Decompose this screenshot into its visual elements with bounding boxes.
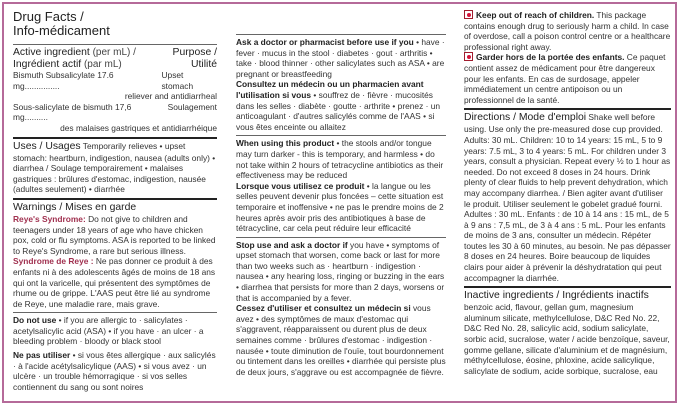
ingredient-fr-purpose: des malaises gastriques et antidiarrhéique — [60, 122, 217, 133]
divider — [13, 312, 217, 313]
ne-pas-utiliser-label: Ne pas utiliser — [13, 350, 71, 361]
divider — [13, 198, 217, 200]
uses-text: Temporarily relieves • upset stomach: heartburn, indigestion, nausea (adults only) • diarrhea / Soulage temporairement • malaises gastriques : brûlures d'estomac, indigestion, nausée (adultes seulement) • diarrhée — [13, 140, 216, 195]
keep-out-label-en: Keep out of reach of children. — [476, 10, 595, 20]
warning-dot-icon — [464, 52, 473, 61]
warning-dot-icon — [464, 10, 473, 19]
keep-out-text-en: This package contains enough drug to seriously harm a child. In case of overdose, call a poison control centre or a healthcare professional right away. — [464, 10, 671, 52]
active-ingredient-header-en: Active ingredient (per mL) / — [13, 47, 136, 58]
reye-text-fr: Ne pas donner ce produit à des enfants ni à des adolescents âgés de moins de 18 ans qui ont la varicelle, qui présentent des symptômes de rhume ou de grippe. L'AAS peut être lié au syndrome de Reye, une maladie rare, mais grave. — [13, 256, 216, 309]
ne-pas-utiliser-text: • si vous êtes allergique · aux salicylés · à l'acide acétylsalicylique (AAS) • si vous avez · un ulcère · un trouble hémorragique · si vos selles contiennent du sang ou sont noires — [13, 350, 216, 392]
purpose-header-fr: Utilité — [191, 58, 217, 70]
uses-section — [13, 141, 217, 195]
directions-title: Directions / Mode d'emploi — [464, 112, 587, 124]
when-using-label-fr: Lorsque vous utilisez ce produit — [236, 180, 365, 191]
do-not-use-text: • if you are allergic to · salicylates · acetylsalicylic acid (ASA) • if you have · an ulcer · a bleeding problem · bloody or black stool — [13, 315, 204, 347]
title-line-1: Drug Facts / — [13, 9, 84, 24]
ingredient-fr: Sous-salicylate de bismuth 17,6 mg.......... Soulagement — [13, 101, 217, 123]
stop-use-section — [236, 240, 446, 378]
ingredient-en-purpose: reliever and antidiarrheal — [124, 91, 217, 102]
keep-out-label-fr: Garder hors de la portée des enfants. — [476, 52, 625, 63]
when-using-label-en: When using this product — [236, 138, 335, 149]
uses-title: Uses / Usages — [13, 140, 81, 152]
stop-use-text-en: you have • symptoms of upset stomach that worsen, come back or last for more than two weeks such as · heartburn · indigestion · nausea • any hearing loss, ringing or buzzing in the ears • diarrhea that persists for more than 2 days, worsens or that is accompanied by a fever. — [236, 239, 445, 303]
inactive-title: Inactive ingredients / Ingrédients inactifs — [464, 290, 649, 302]
warnings-section — [13, 202, 217, 393]
ask-doctor-label-fr: Consultez un médecin ou un pharmacien avant l'utilisation si vous — [236, 79, 424, 100]
when-using-text-en: • the stools and/or tongue may turn darker - this is temporary, and harmless • do not take within 2 hours of tetracycline antibiotics as their effectiveness may be reduced — [236, 138, 444, 181]
reye-label-en: Reye's Syndrome: — [13, 213, 86, 224]
drug-facts-panel — [2, 2, 677, 403]
divider — [236, 237, 446, 238]
divider — [464, 286, 671, 288]
divider — [464, 108, 671, 110]
column-right — [464, 10, 671, 376]
ask-doctor-text-en: • have · fever · mucus in the stool · diabetes · gout · arthritis • take · blood thinner · other salicylates such as ASA • are pregnant or breastfeeding — [236, 37, 445, 79]
when-using-section — [236, 138, 446, 233]
divider — [236, 135, 446, 136]
ingredient-en: Bismuth Subsalicylate 17.6 mg............... Upset stomach — [13, 70, 194, 91]
column-left — [13, 10, 217, 392]
stop-use-label-en: Stop use and ask a doctor if — [236, 239, 348, 250]
stop-use-label-fr: Cessez d'utiliser et consultez un médecin si — [236, 303, 411, 314]
divider — [13, 44, 217, 45]
divider — [13, 137, 217, 139]
active-ingredient-header-fr: Ingrédient actif (par mL) — [13, 58, 122, 70]
keep-out-text-fr: Ce paquet contient assez de médicament pour être dangereux pour les enfants. En cas de surdosage, appeler immédiatement un centre antipoison ou un professionnel de la santé. — [464, 52, 666, 105]
title-line-2: Info-médicament — [13, 23, 110, 38]
reye-text-en: Do not give to children and teenagers under 18 years of age who have chicken pox, cold or flu symptoms. ASA is reported to be linked to Reye's Syndrome, a rare but serious illness. — [13, 213, 216, 256]
divider — [236, 34, 446, 35]
reye-label-fr: Syndrome de Reye : — [13, 256, 94, 267]
inactive-ingredients-section — [464, 290, 671, 376]
column-middle — [236, 34, 446, 377]
ask-doctor-section — [236, 37, 446, 132]
directions-text: Shake well before using. Use only the pre-measured dose cup provided. Adults: 30 mL. Children: 10 to 14 years: 15 mL, 5 to 9 years: 7.5 mL, 3 to 4 years: 5 mL. For children under 3 years, consult a physician. Repeat every ½ to 1 hour as needed. Do not exceed 8 doses in 24 hours. Drink plenty of clear fluids to help prevent dehydration, which may accompany diarrhea. / Bien agiter avant d'utiliser le produit. Utiliser seulement le gobelet gradué fourni. Adultes : 30 mL. Enfants : de 10 à 14 ans : 15 mL, de 5 à 9 ans : 7,5 mL, de 3 à 4 ans : 5 mL. Pour les enfants de moins de 3 ans, consulter un médecin. Répéter toutes les 30 à 60 minutes, au besoin. Ne pas dépasser 8 doses en 24 heures. Boire beaucoup de liquides clairs pour aider à prévenir la déshydratation qui peut accompagner la diarrhée. — [464, 112, 671, 283]
when-using-text-fr: • la langue ou les selles peuvent devenir plus foncées – cette situation est temporaire et inoffensive • ne pas le prendre moins de 2 heures après avoir pris des antibiotiques à base de tétracycline, car cela peut réduire leur efficacité — [236, 180, 444, 234]
ask-doctor-text-fr: • souffrez de · fièvre · mucosités dans les selles · diabète · goutte · arthrite • prenez · un anticoagulant · d'autres salicylés comme de l'AAS • si vous êtes enceinte ou allaitez — [236, 89, 441, 132]
keep-out-section — [464, 10, 671, 105]
directions-section — [464, 112, 671, 283]
inactive-text: benzoic acid, flavour, gellan gum, magnesium aluminum silicate, methylcellulose, D&C Red No. 22, D&C Red No. 28, salicylic acid, sodium salicylate, sorbic acid, sucralose, water / acide benzoïque, saveur, gomme gellane, silicate d'aluminium et de magnésium, méthylcellulose, éosine, phloxine, acide salicylique, salicylate de sodium, acide sorbique, sucralose, eau — [464, 302, 670, 376]
ask-doctor-label-en: Ask a doctor or pharmacist before use if you — [236, 37, 414, 47]
warnings-title: Warnings / Mises en garde — [13, 201, 137, 213]
do-not-use-label: Do not use — [13, 315, 57, 326]
panel-title — [13, 10, 217, 38]
stop-use-text-fr: vous avez • des symptômes de maux d'estomac qui s'aggravent, réapparaissent ou durent plus de deux semaines comme · brûlures d'estomac · indigestion · nausée • toute diminution de l'ouïe, tout bourdonnement ou tintement dans les oreilles • diarrhée qui persiste plus de deux jours, s'aggrave ou est accompagnée de fièvre. — [236, 303, 446, 377]
active-ingredient-section — [13, 47, 217, 134]
purpose-header-en: Purpose / — [172, 47, 217, 58]
